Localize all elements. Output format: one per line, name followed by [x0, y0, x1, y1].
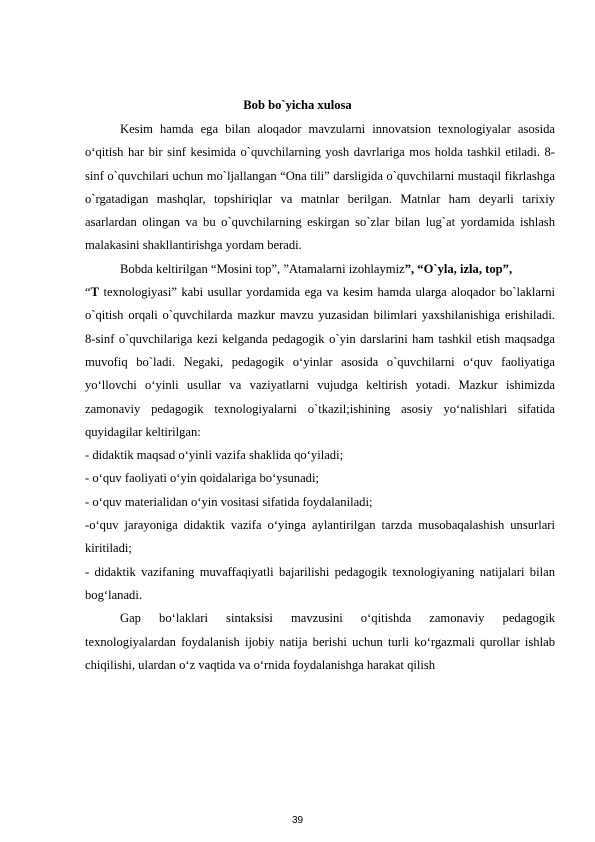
section-title: Bob bo`yicha xulosa	[243, 98, 352, 112]
paragraph-2-bold-comma: ,	[508, 261, 513, 276]
list-item: - didaktik vazifaning muvaffaqiyatli bajarilishi pedagogik texnologiyaning natijalari bilan bog‘lanadi.	[85, 564, 555, 602]
list-item: - didaktik maqsad o‘yinli vazifa shaklida qo‘yiladi;	[85, 448, 344, 463]
paragraph-3: Gap bo‘laklari sintaksisi mavzusini o‘qitishda zamonaviy pedagogik texnologiyalardan foydalanish ijobiy natija berishi uchun turli ko‘rgazmali qurollar ishlab chiqilishi, ulardan o‘z vaqtida va o‘rnida foydalanishga harakat qilish	[85, 611, 555, 672]
paragraph-2-bold-quote: ”, “O`yla, izla, top”	[404, 261, 509, 276]
paragraph-2	[85, 258, 555, 444]
paragraph-2-part-a: Bobda keltirilgan “Mosini top”, ”Atamalarni izohlaymiz	[120, 261, 405, 276]
paragraph-2-part-f: texnologiyasi” kabi usullar yordamida ega va kesim hamda ularga aloqador bo`laklarni o`qitish orqali o`quvchilarda mazkur mavzu yuzasidan bilimlari yaxshilanishiga erishiladi. 8-sinf o`quvchilariga kezi kelganda pedagogik o`yin darslarini ham tashkil etish maqsadga muvofiq bo`ladi. Negaki, pedagogik o‘yinlar asosida o`quvchilarni o‘quv faoliyatiga yo‘llovchi o‘yinli usullar va vaziyatlarni vujudga keltirish yotadi. Mazkur ishimizda zamonaviy pedagogik texnologiyalarni o`tkazil;ishining asosiy yo‘nalishlari sifatida quyidagilar keltirilgan:	[85, 285, 555, 439]
paragraph-2-quote: “	[85, 285, 91, 300]
paragraph-1: Kesim hamda ega bilan aloqador mavzularni innovatsion texnologiyalar asosida o‘qitish har bir sinf kesimida o`quvchilarning yosh davrlariga mos holda tashkil etiladi. 8-sinf o`quvchilari uchun mo`ljallangan “Ona tili” darsligida o`quvchilarni mustaqil fikrlashga o`rgatadigan mashqlar, topshiriqlar va matnlar berilgan. Matnlar ham deyarli tarixiy asarlardan olingan va bu o`quvchilarning eskirgan so`zlar bilan lug`at yordamida ishlash malakasini shakllantirishga yordam beradi.	[85, 122, 555, 253]
list-item: -o‘quv jarayoniga didaktik vazifa o‘yinga aylantirilgan tarzda musobaqalashish unsurlari kiritiladi;	[85, 518, 555, 556]
list-item: - o‘quv materialidan o‘yin vositasi sifatida foydalaniladi;	[85, 494, 373, 509]
list-item: - o‘quv faoliyati o‘yin qoidalariga bo‘ysunadi;	[85, 471, 319, 486]
page-number: 39	[291, 815, 304, 826]
paragraph-2-bold-t: T	[90, 285, 99, 300]
document-body	[85, 118, 555, 677]
